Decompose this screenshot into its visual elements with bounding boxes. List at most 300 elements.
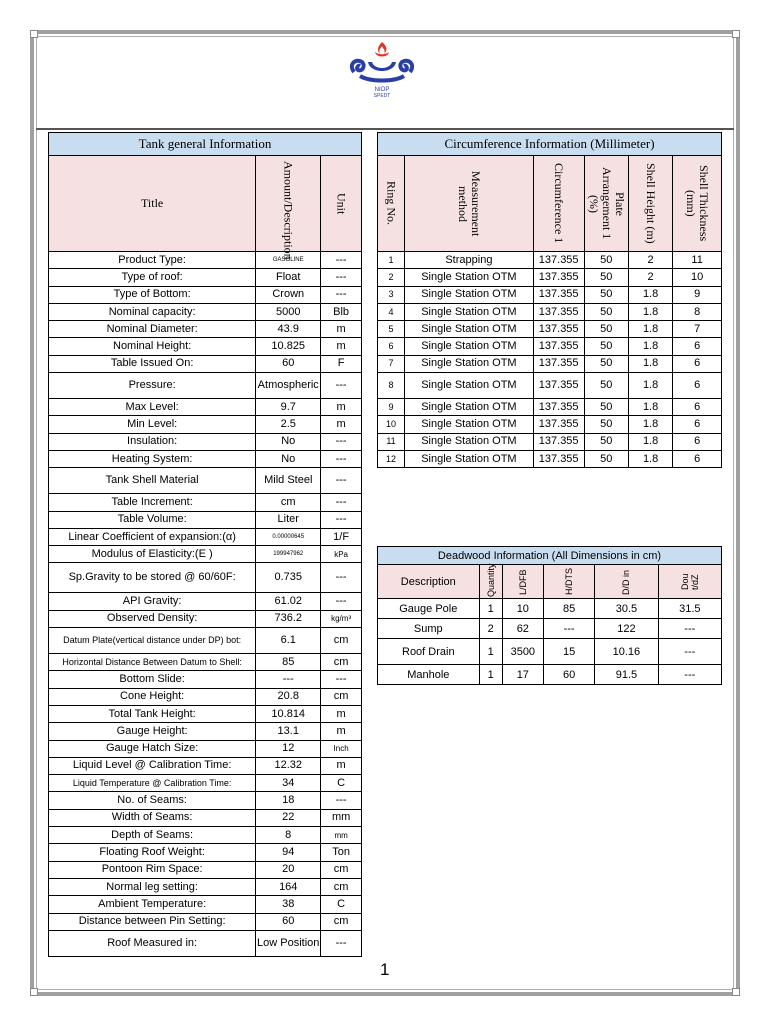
row-amount: Liter — [256, 511, 321, 528]
circumference-cell-method: Single Station OTM — [405, 433, 534, 450]
row-title: Liquid Level @ Calibration Time: — [49, 757, 256, 774]
circumference-cell-height: 2 — [628, 269, 672, 286]
circumference-cell-plate: 50 — [584, 338, 628, 355]
frame-corner-mark — [732, 988, 740, 996]
row-title: Normal leg setting: — [49, 878, 256, 895]
circumference-row — [378, 355, 722, 372]
circumference-cell-thick: 6 — [673, 338, 722, 355]
row-amount: No — [256, 450, 321, 467]
row-amount: Atmospheric — [256, 373, 321, 399]
row-amount: 60 — [256, 913, 321, 930]
row-amount: 6.1 — [256, 628, 321, 654]
frame-corner-mark — [30, 30, 38, 38]
row-title: Roof Measured in: — [49, 930, 256, 956]
row-unit: --- — [321, 593, 362, 610]
circumference-cell-thick: 6 — [673, 355, 722, 372]
tank-general-row — [49, 252, 362, 269]
row-amount: Float — [256, 269, 321, 286]
circumference-cell-method: Single Station OTM — [405, 373, 534, 399]
circumference-cell-height: 1.8 — [628, 433, 672, 450]
circumference-cell-thick: 6 — [673, 399, 722, 416]
circumference-cell-ring: 10 — [378, 416, 405, 433]
circumference-row — [378, 450, 722, 467]
tank-general-row — [49, 861, 362, 878]
tank-general-title: Tank general Information — [49, 133, 362, 156]
circumference-row — [378, 399, 722, 416]
deadwood-cell-qty: 1 — [479, 665, 502, 685]
row-title: Table Volume: — [49, 511, 256, 528]
circumference-cell-ring: 12 — [378, 450, 405, 467]
tank-general-row — [49, 528, 362, 545]
deadwood-row — [378, 665, 722, 685]
circumference-row — [378, 433, 722, 450]
circumference-table — [377, 132, 722, 468]
tank-general-row — [49, 628, 362, 654]
circumference-cell-ring: 6 — [378, 338, 405, 355]
circumference-cell-plate: 50 — [584, 416, 628, 433]
deadwood-row — [378, 639, 722, 665]
circumference-cell-method: Single Station OTM — [405, 450, 534, 467]
row-title: Depth of Seams: — [49, 827, 256, 844]
row-title: Width of Seams: — [49, 809, 256, 826]
row-title: Table Issued On: — [49, 355, 256, 372]
row-amount: 9.7 — [256, 399, 321, 416]
tank-general-table — [48, 132, 362, 957]
deadwood-col-header: D/D in — [621, 569, 632, 595]
row-amount: 34 — [256, 775, 321, 792]
row-amount: 0.00000645 — [256, 528, 321, 545]
circumference-cell-ring: 2 — [378, 269, 405, 286]
row-unit: m — [321, 723, 362, 740]
row-unit: m — [321, 757, 362, 774]
circumference-row — [378, 269, 722, 286]
circumference-cell-circ: 137.355 — [533, 416, 584, 433]
row-unit: cm — [321, 654, 362, 671]
row-title: Cone Height: — [49, 688, 256, 705]
row-unit: --- — [321, 792, 362, 809]
circumference-cell-method: Single Station OTM — [405, 321, 534, 338]
circumference-cell-circ: 137.355 — [533, 303, 584, 320]
tank-general-row — [49, 688, 362, 705]
deadwood-cell-desc: Roof Drain — [378, 639, 480, 665]
row-unit: m — [321, 338, 362, 355]
row-unit: Blb — [321, 303, 362, 320]
tank-general-row — [49, 450, 362, 467]
row-unit: --- — [321, 494, 362, 511]
row-unit: kg/m³ — [321, 610, 362, 627]
row-title: Observed Density: — [49, 610, 256, 627]
row-amount: No — [256, 433, 321, 450]
row-unit: --- — [321, 269, 362, 286]
row-title: Pressure: — [49, 373, 256, 399]
tank-general-row — [49, 494, 362, 511]
tank-general-row — [49, 373, 362, 399]
tank-general-row — [49, 930, 362, 956]
row-amount: 0.735 — [256, 563, 321, 593]
tank-general-row — [49, 593, 362, 610]
row-unit: --- — [321, 511, 362, 528]
deadwood-table — [377, 546, 722, 685]
company-logo — [340, 38, 424, 98]
flame-logo-icon — [340, 38, 424, 98]
circumference-cell-method: Single Station OTM — [405, 303, 534, 320]
circumference-row — [378, 303, 722, 320]
row-title: Type of roof: — [49, 269, 256, 286]
deadwood-cell-dout: 31.5 — [658, 599, 721, 619]
row-unit: Inch — [321, 740, 362, 757]
tank-general-row — [49, 775, 362, 792]
circumference-cell-plate: 50 — [584, 450, 628, 467]
row-amount: 61.02 — [256, 593, 321, 610]
row-title: Ambient Temperature: — [49, 896, 256, 913]
row-amount: 736.2 — [256, 610, 321, 627]
logo-text-line2: SPEDT — [373, 93, 391, 98]
deadwood-col-header: L/DFB — [517, 568, 528, 595]
circumference-cell-circ: 137.355 — [533, 286, 584, 303]
tank-general-body — [49, 252, 362, 957]
row-unit: m — [321, 705, 362, 722]
row-title: Gauge Hatch Size: — [49, 740, 256, 757]
circumference-cell-plate: 50 — [584, 303, 628, 320]
row-title: Liquid Temperature @ Calibration Time: — [49, 775, 256, 792]
circumference-cell-height: 1.8 — [628, 338, 672, 355]
circumference-col-header: Measurement method — [455, 170, 483, 237]
tank-general-row — [49, 792, 362, 809]
deadwood-cell-d: 30.5 — [595, 599, 658, 619]
col-title-header: Title — [49, 156, 256, 252]
deadwood-cell-desc: Sump — [378, 619, 480, 639]
deadwood-row — [378, 599, 722, 619]
deadwood-cell-desc: Gauge Pole — [378, 599, 480, 619]
circumference-cell-height: 1.8 — [628, 450, 672, 467]
deadwood-cell-qty: 1 — [479, 639, 502, 665]
tank-general-row — [49, 654, 362, 671]
row-title: Modulus of Elasticity:(E ) — [49, 546, 256, 563]
circumference-cell-circ: 137.355 — [533, 373, 584, 399]
deadwood-cell-d: 122 — [595, 619, 658, 639]
circumference-cell-ring: 3 — [378, 286, 405, 303]
circumference-cell-plate: 50 — [584, 269, 628, 286]
deadwood-cell-d: 10.16 — [595, 639, 658, 665]
row-amount: 13.1 — [256, 723, 321, 740]
circumference-cell-method: Single Station OTM — [405, 269, 534, 286]
deadwood-cell-qty: 2 — [479, 619, 502, 639]
row-unit: cm — [321, 628, 362, 654]
deadwood-col-description: Description — [378, 565, 480, 599]
row-title: Linear Coefficient of expansion:(α) — [49, 528, 256, 545]
tank-general-row — [49, 878, 362, 895]
row-title: Floating Roof Weight: — [49, 844, 256, 861]
circumference-col-header: Shell Height (m) — [644, 163, 659, 244]
circumference-cell-thick: 10 — [673, 269, 722, 286]
row-title: Total Tank Height: — [49, 705, 256, 722]
circumference-col-header: Plate Arrangement 1 (%) — [586, 167, 627, 240]
row-unit: --- — [321, 468, 362, 494]
tank-general-row — [49, 913, 362, 930]
row-amount: 164 — [256, 878, 321, 895]
row-unit: C — [321, 775, 362, 792]
tank-general-row — [49, 399, 362, 416]
circumference-cell-circ: 137.355 — [533, 269, 584, 286]
row-amount: 5000 — [256, 303, 321, 320]
row-title: Table Increment: — [49, 494, 256, 511]
circumference-cell-height: 2 — [628, 252, 672, 269]
deadwood-cell-h: 85 — [543, 599, 594, 619]
row-amount: 38 — [256, 896, 321, 913]
deadwood-col-header: H/DTS — [564, 568, 575, 595]
row-amount: Mild Steel — [256, 468, 321, 494]
tank-general-row — [49, 705, 362, 722]
row-unit: F — [321, 355, 362, 372]
row-amount: 8 — [256, 827, 321, 844]
deadwood-cell-d: 91.5 — [595, 665, 658, 685]
row-unit: cm — [321, 688, 362, 705]
row-amount: 10.825 — [256, 338, 321, 355]
circumference-row — [378, 373, 722, 399]
circumference-cell-plate: 50 — [584, 433, 628, 450]
circumference-cell-circ: 137.355 — [533, 433, 584, 450]
circumference-col-header: Shell Thickness (mm) — [684, 165, 712, 242]
row-unit: --- — [321, 930, 362, 956]
circumference-row — [378, 252, 722, 269]
circumference-cell-thick: 11 — [673, 252, 722, 269]
circumference-cell-method: Single Station OTM — [405, 355, 534, 372]
row-amount: 12.32 — [256, 757, 321, 774]
frame-corner-mark — [732, 30, 740, 38]
tank-general-row — [49, 511, 362, 528]
row-amount: 94 — [256, 844, 321, 861]
circumference-cell-circ: 137.355 — [533, 399, 584, 416]
tank-general-row — [49, 355, 362, 372]
circumference-cell-circ: 137.355 — [533, 252, 584, 269]
row-title: Insulation: — [49, 433, 256, 450]
row-unit: --- — [321, 671, 362, 688]
deadwood-cell-h: 15 — [543, 639, 594, 665]
row-unit: m — [321, 321, 362, 338]
row-title: Nominal Height: — [49, 338, 256, 355]
circumference-cell-height: 1.8 — [628, 399, 672, 416]
deadwood-cell-h: 60 — [543, 665, 594, 685]
deadwood-cell-dout: --- — [658, 639, 721, 665]
circumference-cell-method: Single Station OTM — [405, 286, 534, 303]
deadwood-cell-l: 3500 — [502, 639, 543, 665]
row-title: Max Level: — [49, 399, 256, 416]
row-amount: Crown — [256, 286, 321, 303]
circumference-body — [378, 252, 722, 468]
circumference-cell-ring: 9 — [378, 399, 405, 416]
row-unit: --- — [321, 286, 362, 303]
row-unit: m — [321, 399, 362, 416]
deadwood-cell-l: 10 — [502, 599, 543, 619]
circumference-cell-plate: 50 — [584, 321, 628, 338]
row-unit: mm — [321, 827, 362, 844]
deadwood-cell-dout: --- — [658, 619, 721, 639]
circumference-col-header: Ring No. — [384, 181, 399, 226]
tank-general-row — [49, 546, 362, 563]
deadwood-col-header: Quantity — [485, 562, 496, 597]
circumference-cell-height: 1.8 — [628, 321, 672, 338]
row-title: Nominal capacity: — [49, 303, 256, 320]
circumference-row — [378, 286, 722, 303]
tank-general-row — [49, 610, 362, 627]
row-amount: 2.5 — [256, 416, 321, 433]
row-title: No. of Seams: — [49, 792, 256, 809]
row-title: Bottom Slide: — [49, 671, 256, 688]
tank-general-row — [49, 416, 362, 433]
circumference-cell-thick: 8 — [673, 303, 722, 320]
row-amount: 10.814 — [256, 705, 321, 722]
circumference-cell-plate: 50 — [584, 355, 628, 372]
deadwood-cell-qty: 1 — [479, 599, 502, 619]
deadwood-cell-h: --- — [543, 619, 594, 639]
deadwood-header-row — [378, 565, 722, 599]
circumference-cell-ring: 1 — [378, 252, 405, 269]
tank-general-row — [49, 563, 362, 593]
circumference-cell-circ: 137.355 — [533, 450, 584, 467]
row-title: Horizontal Distance Between Datum to Shell: — [49, 654, 256, 671]
circumference-cell-ring: 8 — [378, 373, 405, 399]
circumference-cell-ring: 7 — [378, 355, 405, 372]
deadwood-cell-desc: Manhole — [378, 665, 480, 685]
tank-general-row — [49, 827, 362, 844]
row-amount: cm — [256, 494, 321, 511]
circumference-col-header: Circumference 1 — [552, 163, 567, 244]
row-unit: --- — [321, 252, 362, 269]
circumference-cell-method: Strapping — [405, 252, 534, 269]
circumference-cell-height: 1.8 — [628, 416, 672, 433]
row-title: Datum Plate(vertical distance under DP) bot: — [49, 628, 256, 654]
row-unit: --- — [321, 563, 362, 593]
tank-general-row — [49, 740, 362, 757]
col-unit-header: Unit — [334, 192, 349, 215]
row-amount: --- — [256, 671, 321, 688]
row-title: Product Type: — [49, 252, 256, 269]
row-title: Sp.Gravity to be stored @ 60/60F: — [49, 563, 256, 593]
tank-general-row — [49, 321, 362, 338]
row-unit: mm — [321, 809, 362, 826]
tank-general-row — [49, 896, 362, 913]
row-title: Distance between Pin Setting: — [49, 913, 256, 930]
row-unit: Ton — [321, 844, 362, 861]
row-title: API Gravity: — [49, 593, 256, 610]
circumference-title: Circumference Information (Millimeter) — [378, 133, 722, 156]
page-number: 1 — [380, 960, 390, 979]
circumference-cell-circ: 137.355 — [533, 338, 584, 355]
circumference-cell-circ: 137.355 — [533, 321, 584, 338]
header-divider — [36, 128, 734, 130]
circumference-header-row — [378, 156, 722, 252]
circumference-cell-height: 1.8 — [628, 286, 672, 303]
deadwood-cell-l: 17 — [502, 665, 543, 685]
tank-general-row — [49, 844, 362, 861]
row-unit: C — [321, 896, 362, 913]
row-unit: cm — [321, 861, 362, 878]
deadwood-title: Deadwood Information (All Dimensions in cm) — [378, 547, 722, 565]
deadwood-cell-l: 62 — [502, 619, 543, 639]
tank-general-row — [49, 269, 362, 286]
tank-general-row — [49, 468, 362, 494]
circumference-cell-thick: 6 — [673, 450, 722, 467]
tank-general-row — [49, 433, 362, 450]
circumference-row — [378, 416, 722, 433]
tank-general-row — [49, 338, 362, 355]
circumference-cell-thick: 6 — [673, 416, 722, 433]
tank-general-row — [49, 671, 362, 688]
circumference-cell-method: Single Station OTM — [405, 416, 534, 433]
circumference-cell-plate: 50 — [584, 252, 628, 269]
circumference-cell-height: 1.8 — [628, 355, 672, 372]
row-title: Tank Shell Material — [49, 468, 256, 494]
row-amount: 12 — [256, 740, 321, 757]
col-amount-header: Amount/Description — [281, 160, 296, 260]
circumference-cell-circ: 137.355 — [533, 355, 584, 372]
row-amount: 18 — [256, 792, 321, 809]
row-title: Heating System: — [49, 450, 256, 467]
deadwood-row — [378, 619, 722, 639]
deadwood-col-header: Dou t/dZ — [679, 573, 700, 590]
deadwood-body — [378, 599, 722, 685]
circumference-cell-plate: 50 — [584, 373, 628, 399]
row-unit: --- — [321, 373, 362, 399]
row-unit: cm — [321, 878, 362, 895]
circumference-row — [378, 338, 722, 355]
row-amount: 43.9 — [256, 321, 321, 338]
circumference-cell-plate: 50 — [584, 286, 628, 303]
row-unit: --- — [321, 433, 362, 450]
row-unit: kPa — [321, 546, 362, 563]
row-unit: m — [321, 416, 362, 433]
row-amount: 20 — [256, 861, 321, 878]
row-unit: 1/F — [321, 528, 362, 545]
circumference-cell-thick: 9 — [673, 286, 722, 303]
row-amount: 22 — [256, 809, 321, 826]
row-amount: Low Position — [256, 930, 321, 956]
circumference-row — [378, 321, 722, 338]
row-amount: 199947962 — [256, 546, 321, 563]
circumference-cell-ring: 11 — [378, 433, 405, 450]
row-title: Nominal Diameter: — [49, 321, 256, 338]
circumference-cell-plate: 50 — [584, 399, 628, 416]
circumference-cell-ring: 5 — [378, 321, 405, 338]
row-title: Min Level: — [49, 416, 256, 433]
row-title: Pontoon Rim Space: — [49, 861, 256, 878]
row-title: Gauge Height: — [49, 723, 256, 740]
row-amount: 85 — [256, 654, 321, 671]
row-amount: GASOLINE — [256, 252, 321, 269]
deadwood-cell-dout: --- — [658, 665, 721, 685]
frame-corner-mark — [30, 988, 38, 996]
tank-general-row — [49, 809, 362, 826]
tank-general-row — [49, 286, 362, 303]
circumference-cell-thick: 6 — [673, 373, 722, 399]
tank-general-row — [49, 303, 362, 320]
tank-general-row — [49, 757, 362, 774]
circumference-cell-height: 1.8 — [628, 303, 672, 320]
circumference-cell-thick: 6 — [673, 433, 722, 450]
logo-text-line1: NIOP — [374, 87, 390, 93]
row-unit: cm — [321, 913, 362, 930]
row-amount: 20.8 — [256, 688, 321, 705]
circumference-cell-height: 1.8 — [628, 373, 672, 399]
row-amount: 60 — [256, 355, 321, 372]
tank-general-row — [49, 723, 362, 740]
circumference-cell-method: Single Station OTM — [405, 399, 534, 416]
circumference-cell-thick: 7 — [673, 321, 722, 338]
row-title: Type of Bottom: — [49, 286, 256, 303]
row-unit: --- — [321, 450, 362, 467]
circumference-cell-ring: 4 — [378, 303, 405, 320]
circumference-cell-method: Single Station OTM — [405, 338, 534, 355]
